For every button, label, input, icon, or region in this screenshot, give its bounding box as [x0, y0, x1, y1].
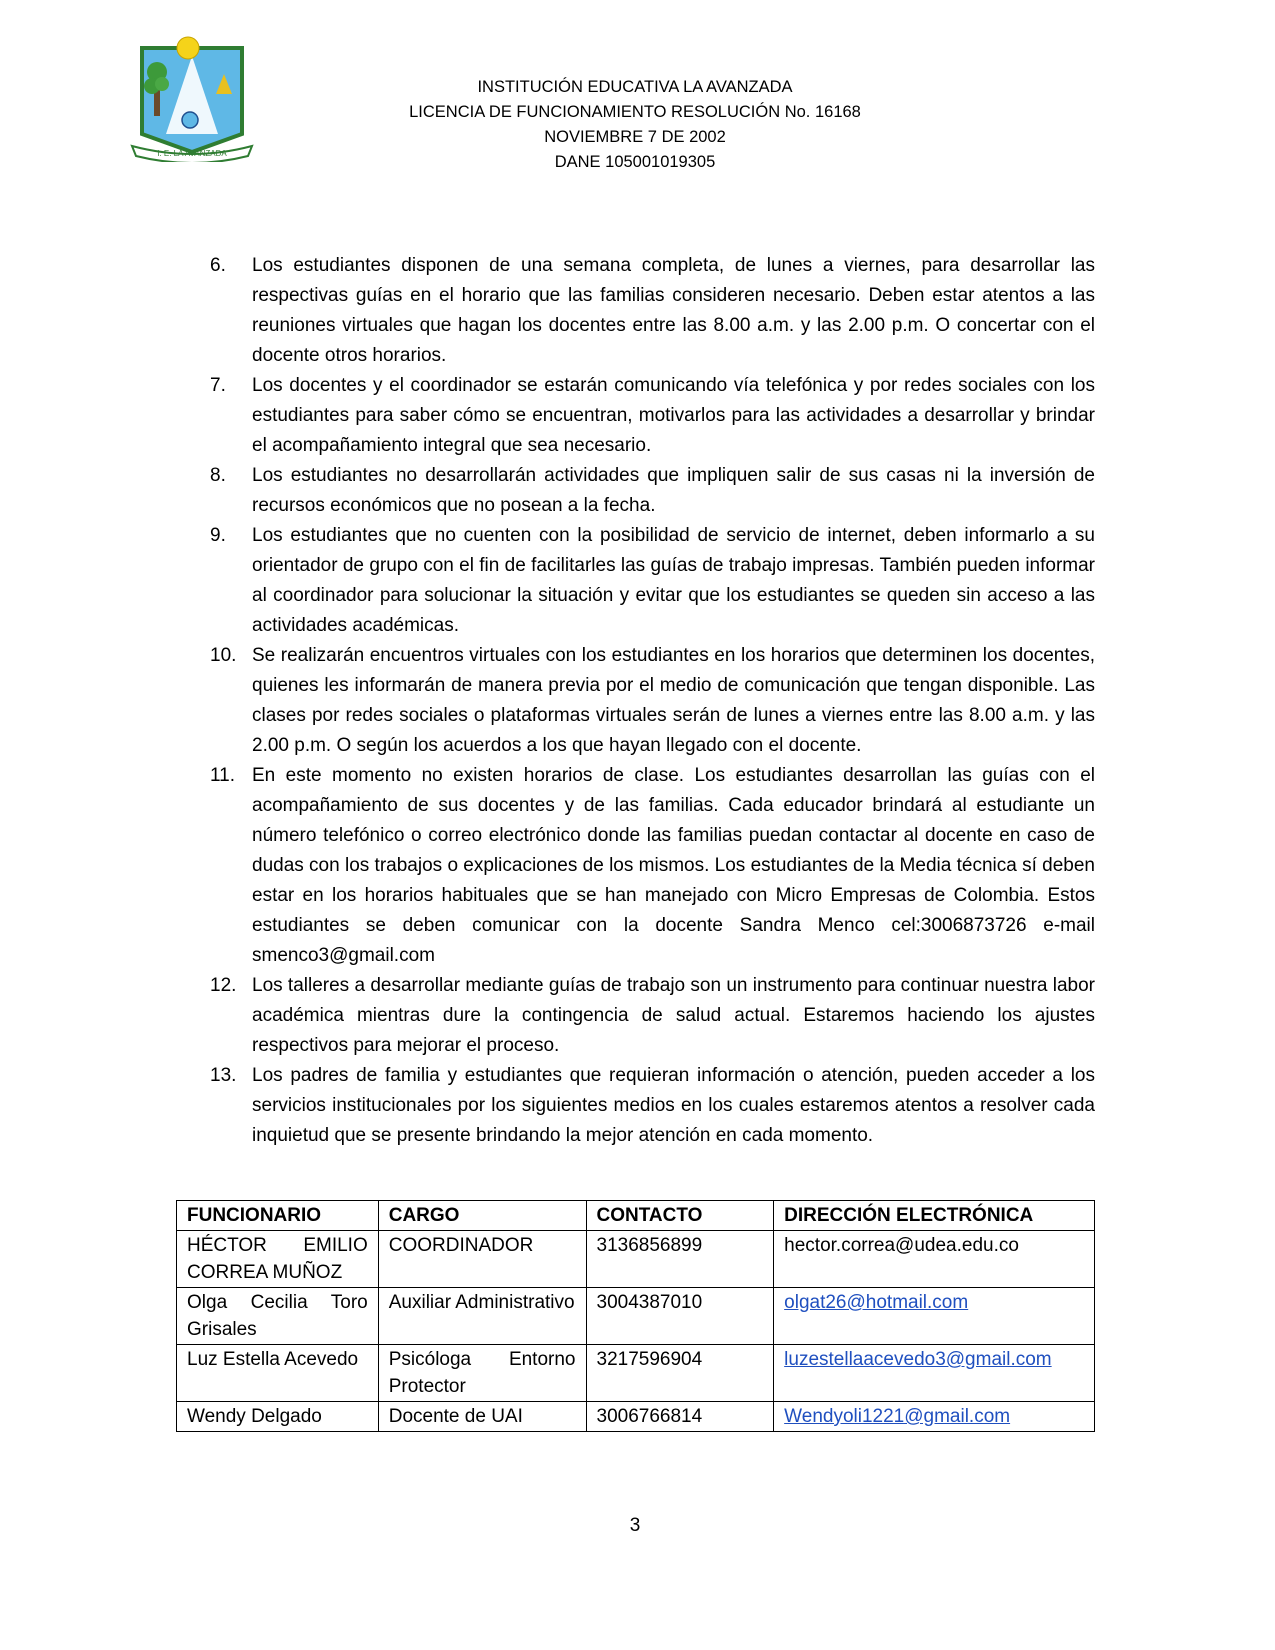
email-link[interactable]: olgat26@hotmail.com [784, 1292, 969, 1313]
list-item [210, 761, 1095, 971]
table-row [177, 1345, 1095, 1402]
list-number: 7. [210, 375, 226, 396]
list-text: Los estudiantes no desarrollarán actividades que impliquen salir de sus casas ni la inversión de recursos económicos que no posean a la fecha. [252, 465, 1095, 516]
column-header-funcionario: FUNCIONARIO [177, 1201, 379, 1231]
guidelines-list [210, 251, 1095, 1151]
table-row [177, 1231, 1095, 1288]
list-text: Los estudiantes que no cuenten con la posibilidad de servicio de internet, deben informarlo a su orientador de grupo con el fin de facilitarles las guías de trabajo impresas. También pueden informar al coordinador para solucionar la situación y evitar que los estudiantes se queden sin acceso a las actividades académicas. [252, 525, 1095, 636]
page-number: 3 [629, 1515, 641, 1536]
email-link[interactable]: Wendyoli1221@gmail.com [784, 1406, 1011, 1427]
table-row [177, 1288, 1095, 1345]
cell-funcionario: Olga Cecilia Toro Grisales [177, 1288, 379, 1345]
license-date: NOVIEMBRE 7 DE 2002 [544, 128, 726, 146]
cell-contacto: 3004387010 [586, 1288, 774, 1345]
list-number: 12. [210, 975, 237, 996]
cell-email [774, 1231, 1095, 1288]
cell-contacto: 3136856899 [586, 1231, 774, 1288]
list-item [210, 971, 1095, 1061]
cell-funcionario: HÉCTOR EMILIO CORREA MUÑOZ [177, 1231, 379, 1288]
cell-cargo: Auxiliar Administrativo [378, 1288, 586, 1345]
list-number: 10. [210, 645, 237, 666]
list-number: 8. [210, 465, 226, 486]
license-resolution: LICENCIA DE FUNCIONAMIENTO RESOLUCIÓN No. 16168 [409, 103, 861, 121]
list-item [210, 461, 1095, 521]
list-text: En este momento no existen horarios de clase. Los estudiantes desarrollan las guías con el acompañamiento de sus docentes y de las familias. Cada educador brindará al estudiante un número telefónico o correo electrónico donde las familias puedan contactar al docente en caso de dudas con los trabajos o explicaciones de los mismos. Los estudiantes de la Media técnica sí deben estar en los horarios habituales que se han manejado con Micro Empresas de Colombia. Estos estudiantes se deben comunicar con la docente Sandra Menco cel:3006873726 e-mail smenco3@gmail.com [252, 765, 1095, 966]
cell-email [774, 1288, 1095, 1345]
email-text: hector.correa@udea.edu.co [784, 1235, 1019, 1256]
cell-email [774, 1345, 1095, 1402]
institution-name: INSTITUCIÓN EDUCATIVA LA AVANZADA [477, 78, 793, 96]
list-text: Los padres de familia y estudiantes que requieran información o atención, pueden acceder a los servicios institucionales por los siguientes medios en los cuales estaremos atentos a resolver cada inquietud que se presente brindando la mejor atención en cada momento. [252, 1065, 1095, 1146]
list-number: 11. [210, 765, 236, 786]
list-text: Los talleres a desarrollar mediante guías de trabajo son un instrumento para continuar nuestra labor académica mientras dure la contingencia de salud actual. Estaremos haciendo los ajustes respectivos para mejorar el proceso. [252, 975, 1095, 1056]
list-text: Los docentes y el coordinador se estarán comunicando vía telefónica y por redes sociales con los estudiantes para saber cómo se encuentran, motivarlos para las actividades a desarrollar y brindar el acompañamiento integral que sea necesario. [252, 375, 1095, 456]
school-logo [128, 34, 256, 162]
column-header-email: DIRECCIÓN ELECTRÓNICA [774, 1201, 1095, 1231]
cell-cargo: Docente de UAI [378, 1402, 586, 1432]
dane-code: DANE 105001019305 [554, 153, 716, 171]
cell-cargo: Psicóloga Entorno Protector [378, 1345, 586, 1402]
cell-cargo: COORDINADOR [378, 1231, 586, 1288]
cell-funcionario: Wendy Delgado [177, 1402, 379, 1432]
list-number: 6. [210, 255, 226, 276]
cell-contacto: 3217596904 [586, 1345, 774, 1402]
email-link[interactable]: luzestellaacevedo3@gmail.com [784, 1349, 1052, 1370]
list-number: 13. [210, 1065, 237, 1086]
list-item [210, 641, 1095, 761]
table-row [177, 1402, 1095, 1432]
list-item [210, 1061, 1095, 1151]
list-text: Se realizarán encuentros virtuales con los estudiantes en los horarios que determinen los docentes, quienes les informarán de manera previa por el medio de comunicación que tengan disponible. Las clases por redes sociales o plataformas virtuales serán de lunes a viernes entre las 8.00 a.m. y las 2.00 p.m. O según los acuerdos a los que hayan llegado con el docente. [252, 645, 1095, 756]
cell-contacto: 3006766814 [586, 1402, 774, 1432]
cell-email [774, 1402, 1095, 1432]
contacts-table [176, 1200, 1095, 1432]
cell-funcionario: Luz Estella Acevedo [177, 1345, 379, 1402]
table-header-row [177, 1201, 1095, 1231]
document-header [380, 75, 890, 175]
logo-caption: I. E. LA AVANZADA [157, 149, 227, 158]
list-text: Los estudiantes disponen de una semana completa, de lunes a viernes, para desarrollar las respectivas guías en el horario que las familias consideren necesario. Deben estar atentos a las reuniones virtuales que hagan los docentes entre las 8.00 a.m. y las 2.00 p.m. O concertar con el docente otros horarios. [252, 255, 1095, 366]
column-header-contacto: CONTACTO [586, 1201, 774, 1231]
list-item [210, 251, 1095, 371]
list-number: 9. [210, 525, 226, 546]
list-item [210, 521, 1095, 641]
column-header-cargo: CARGO [378, 1201, 586, 1231]
list-item [210, 371, 1095, 461]
